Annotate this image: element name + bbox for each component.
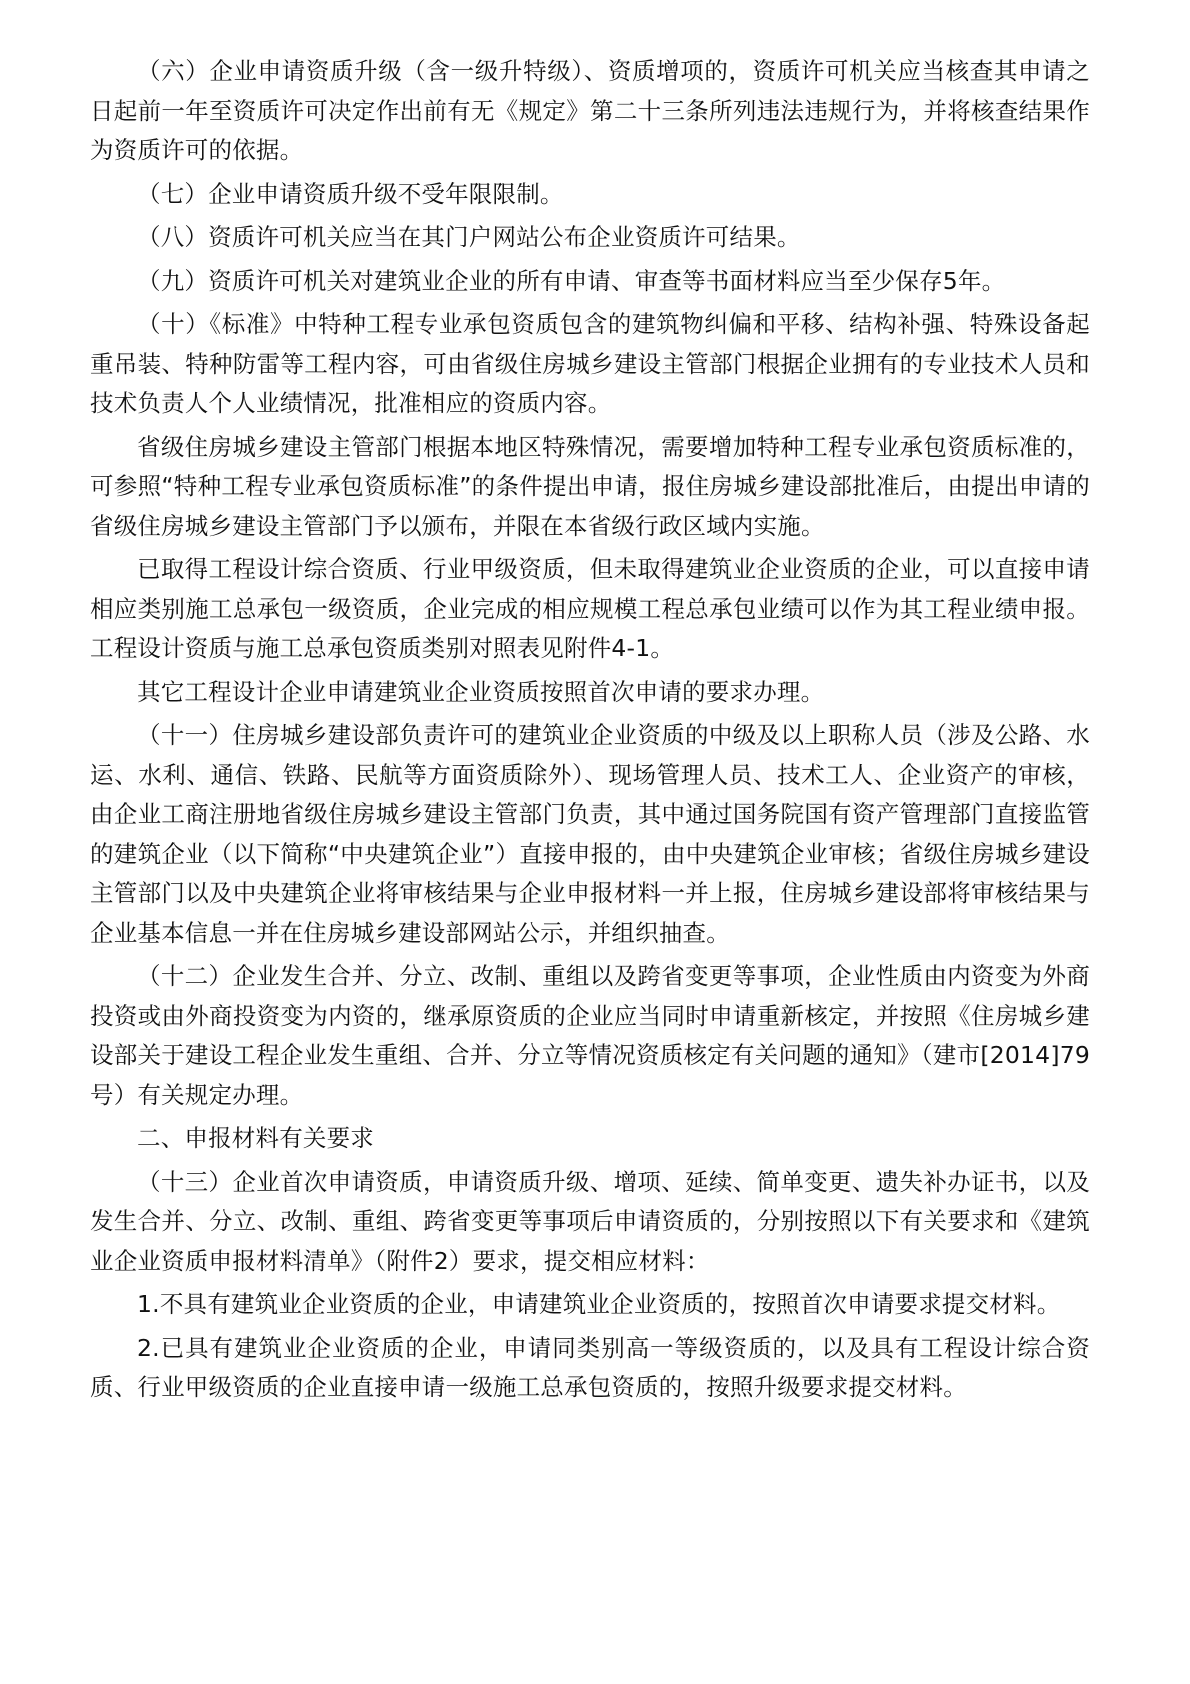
paragraph-special-standard: 省级住房城乡建设主管部门根据本地区特殊情况，需要增加特种工程专业承包资质标准的，可参照“特种工程专业承包资质标准”的条件提出申请，报住房城乡建设部批准后，由提出申请的省级住房城乡建设主管部门予以颁布，并限在本省级行政区域内实施。 xyxy=(90,432,1090,540)
paragraph-item-11: （十一）住房城乡建设部负责许可的建筑业企业资质的中级及以上职称人员（涉及公路、水运、水利、通信、铁路、民航等方面资质除外）、现场管理人员、技术工人、企业资产的审核，由企业工商注册地省级住房城乡建设主管部门负责，其中通过国务院国有资产管理部门直接监管的建筑企业（以下简称“中央建筑企业”）直接申报的，由中央建筑企业审核；省级住房城乡建设主管部门以及中央建筑企业将审核结果与企业申报材料一并上报，住房城乡建设部将审核结果与企业基本信息一并在住房城乡建设部网站公示，并组织抽查。 xyxy=(90,721,1090,947)
paragraph-sub-item-1: 1.不具有建筑业企业资质的企业，申请建筑业企业资质的，按照首次申请要求提交材料。 xyxy=(137,1290,1061,1318)
paragraph-item-8: （八）资质许可机关应当在其门户网站公布企业资质许可结果。 xyxy=(137,223,801,251)
paragraph-other-design-enterprises: 其它工程设计企业申请建筑业企业资质按照首次申请的要求办理。 xyxy=(137,677,825,706)
paragraph-item-9: （九）资质许可机关对建筑业企业的所有申请、审查等书面材料应当至少保存5年。 xyxy=(137,266,1006,295)
paragraph-item-6: （六）企业申请资质升级（含一级升特级）、资质增项的，资质许可机关应当核查其申请之日起前一年至资质许可决定作出前有无《规定》第二十三条所列违法违规行为，并将核查结果作为资质许可的依据。 xyxy=(90,57,1090,164)
section-heading-2: 二、申报材料有关要求 xyxy=(137,1124,374,1152)
paragraph-item-10: （十）《标准》中特种工程专业承包资质包含的建筑物纠偏和平移、结构补强、特殊设备起重吊装、特种防雷等工程内容，可由省级住房城乡建设主管部门根据企业拥有的专业技术人员和技术负责人个人业绩情况，批准相应的资质内容。 xyxy=(90,310,1090,417)
paragraph-item-13: （十三）企业首次申请资质，申请资质升级、增项、延续、简单变更、遗失补办证书，以及发生合并、分立、改制、重组、跨省变更等事项后申请资质的，分别按照以下有关要求和《建筑业企业资质申报材料清单》（附件2）要求，提交相应材料： xyxy=(90,1167,1090,1275)
paragraph-sub-item-2: 2.已具有建筑业企业资质的企业，申请同类别高一等级资质的，以及具有工程设计综合资质、行业甲级资质的企业直接申请一级施工总承包资质的，按照升级要求提交材料。 xyxy=(90,1333,1090,1401)
paragraph-item-7: （七）企业申请资质升级不受年限限制。 xyxy=(137,179,564,208)
paragraph-design-qualification: 已取得工程设计综合资质、行业甲级资质，但未取得建筑业企业资质的企业，可以直接申请相应类别施工总承包一级资质，企业完成的相应规模工程总承包业绩可以作为其工程业绩申报。工程设计资质与施工总承包资质类别对照表见附件4-1。 xyxy=(90,555,1090,662)
paragraph-item-12: （十二）企业发生合并、分立、改制、重组以及跨省变更等事项，企业性质由内资变为外商投资或由外商投资变为内资的，继承原资质的企业应当同时申请重新核定，并按照《住房城乡建设部关于建设工程企业发生重组、合并、分立等情况资质核定有关问题的通知》（建市[2014]79号）有关规定办理。 xyxy=(90,962,1090,1109)
